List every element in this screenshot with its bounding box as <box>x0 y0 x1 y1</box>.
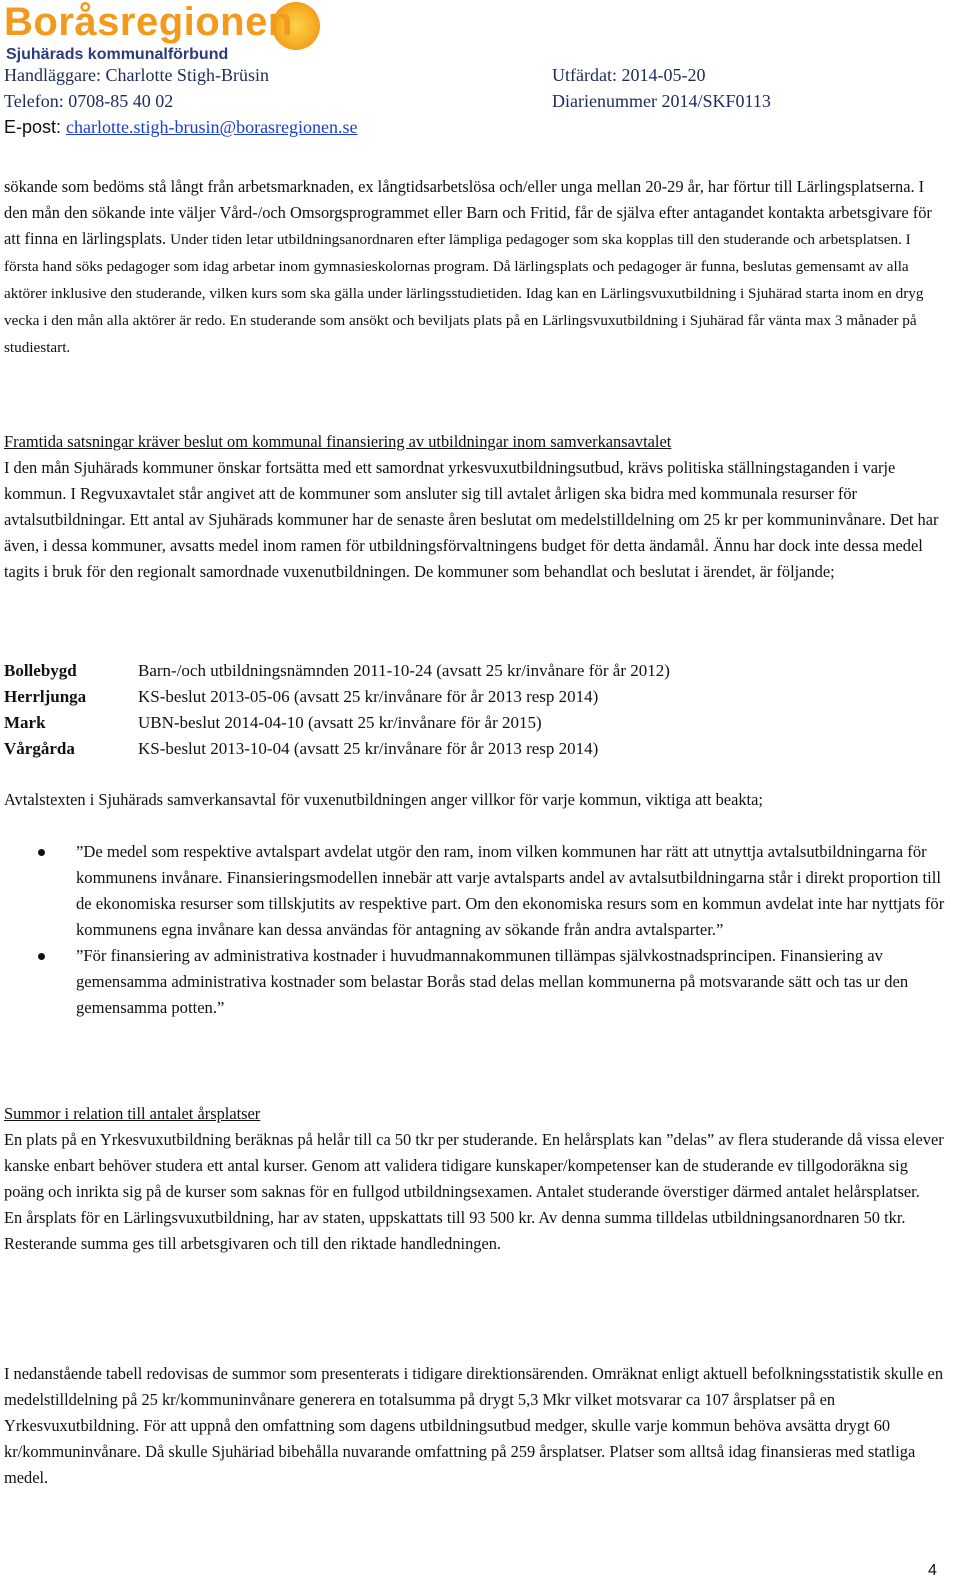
municipality-row <box>4 710 670 736</box>
boras-regionen-logo <box>4 2 344 64</box>
epost-line <box>4 114 358 140</box>
paragraph-lärlingsplatser <box>4 174 946 361</box>
bullet-icon <box>38 849 45 856</box>
municipality-name: Bollebygd <box>4 661 77 680</box>
municipality-name: Vårgårda <box>4 739 75 758</box>
section-framtida-satsningar <box>4 429 946 585</box>
telefon-line: Telefon: 0708-85 40 02 <box>4 91 174 111</box>
paragraph-avtalstexten: Avtalstexten i Sjuhärads samverkansavtal för vuxenutbildningen anger villkor för varje kommun, viktiga att beakta; <box>4 790 763 809</box>
paragraph-tabell: I nedanstående tabell redovisas de summor som presenterats i tidigare direktionsärenden. Omräknat enligt aktuell befolkningsstatistik skulle en medelstilldelning på 25 kr/kommuninvånare generera en totalsumma på drygt 5,3 Mkr vilket motsvarar ca 107 årsplatser på en Yrkesvuxutbildning. För att uppnå den omfattning som dagens utbildningsutbud medger, skulle varje kommun behöva avsätta drygt 60 kr/kommuninvånare. Då skulle Sjuhäriad bibehålla nuvarande omfattning på 259 årsplatser. Platser som alltså idag finansieras med statliga medel. <box>4 1364 944 1487</box>
bullet-text: ”För finansiering av administrativa kostnader i huvudmannakommunen tillämpas självkostnadsprincipen. Finansiering av gemensamma administrativa kostnader som belastar Borås stad delas mellan kommunerna på motsvarande sätt och tas ur den gemensamma potten.” <box>76 946 909 1017</box>
epost-label: E-post: <box>4 117 67 137</box>
page-number: 4 <box>928 1562 937 1579</box>
bullet-icon <box>38 953 45 960</box>
bullet-item <box>4 839 946 943</box>
bullet-list <box>4 839 946 1021</box>
municipality-row <box>4 658 670 684</box>
municipality-name: Mark <box>4 713 46 732</box>
handlaggare-line: Handläggare: Charlotte Stigh-Brüsin <box>4 65 269 85</box>
municipality-row <box>4 684 670 710</box>
section-heading: Summor i relation till antalet årsplatser <box>4 1104 261 1123</box>
utfardat-date: Utfärdat: 2014-05-20 <box>552 65 706 85</box>
section-summor <box>4 1101 946 1257</box>
bullet-item <box>4 943 946 1021</box>
paragraph-text: Under tiden letar utbildningsanordnaren efter lämpliga pedagoger som ska kopplas till den studerande och arbetsplatsen. I första hand söks pedagoger som idag arbetar inom gymnasieskolornas program. <box>4 231 911 275</box>
municipality-list <box>4 658 670 762</box>
paragraph-text: sökande som bedöms stå långt från arbetsmarknaden, ex långtidsarbetslösa och/eller unga mellan 20-29 år, har förtur till Lärlingsplatserna. I den mån den sökande inte väljer Vård-/och Omsorgsprogrammet eller Barn och Fritid, får de själva efter antagandet kontakta arbetsgivare för att finna en lärlingsplats. <box>4 177 932 248</box>
paragraph-text: En årsplats för en Lärlingsvuxutbildning, har av staten, uppskattats till 93 500 kr. Av denna summa tilldelas utbildningsanordnaren 50 tkr. Resterande summa ges till arbetsgivaren och till den riktade handledningen. <box>4 1208 906 1253</box>
logo-subtitle: Sjuhärads kommunalförbund <box>6 46 229 63</box>
paragraph-text: Då lärlingsplats och pedagoger är funna, beslutas gemensamt av alla aktörer inklusive den studerande, vilken kurs som ska gälla under lärlingsstudietiden. Idag kan en Lärlingsvuxutbildning i Sjuhärad starta inom en dryg vecka i den mån alla aktörer är redo. En studerande som ansökt och beviljats plats på en Lärlingsvuxutbildning i Sjuhärad får vänta max 3 månader på studiestart. <box>4 258 924 356</box>
municipality-decision: KS-beslut 2013-05-06 (avsatt 25 kr/invånare för år 2013 resp 2014) <box>138 687 599 706</box>
municipality-decision: Barn-/och utbildningsnämnden 2011-10-24 (avsatt 25 kr/invånare för år 2012) <box>138 661 670 680</box>
section-heading: Framtida satsningar kräver beslut om kommunal finansiering av utbildningar inom samverkansavtalet <box>4 432 672 451</box>
email-link[interactable]: charlotte.stigh-brusin@borasregionen.se <box>66 117 358 137</box>
municipality-decision: KS-beslut 2013-10-04 (avsatt 25 kr/invånare för år 2013 resp 2014) <box>138 739 599 758</box>
municipality-decision: UBN-beslut 2014-04-10 (avsatt 25 kr/invånare för år 2015) <box>138 713 542 732</box>
municipality-row <box>4 736 670 762</box>
paragraph-text: En plats på en Yrkesvuxutbildning beräknas på helår till ca 50 tkr per studerande. En helårsplats kan ”delas” av flera studerande då vissa elever kanske enbart behöver studera ett antal kurser. Genom att validera tidigare kunskaper/kompetenser kan de studerande ev tillgodoräkna sig poäng och inrikta sig på de kurser som saknas för en fullgod utbildningsexamen. Antalet studerande överstiger därmed antalet helårsplatser. <box>4 1130 944 1201</box>
header-document-info <box>552 62 771 114</box>
header-contact <box>4 62 358 140</box>
diarienummer: Diarienummer 2014/SKF0113 <box>552 91 771 111</box>
bullet-text: ”De medel som respektive avtalspart avdelat utgör den ram, inom vilken kommunen har rätt att utnyttja avtalsutbildningarna för kommunens invånare. Finansieringsmodellen innebär att varje avtalsparts andel av avtalsutbildningarna står i direkt proportion till de ekonomiska resurser som tillskjutits av respektive part. Om den ekonomiska resurs som en kommun avdelat inte har nyttjats för kommunens egna invånare kan dessa användas för antagning av sökande från andra avtalsparter.” <box>76 842 945 939</box>
municipality-name: Herrljunga <box>4 687 87 706</box>
paragraph-text: I den mån Sjuhärads kommuner önskar fortsätta med ett samordnat yrkesvuxutbildningsutbud, krävs politiska ställningstaganden i varje kommun. I Regvuxavtalet står angivet att de kommuner som ansluter sig till avtalet årligen ska bidra med kommunala resurser för avtalsutbildningar. Ett antal av Sjuhärads kommuner har de senaste åren beslutat om medelstilldelning om 25 kr per kommuninvånare. Det har även, i dessa kommuner, avsatts medel inom ramen för utbildningsförvaltningens budget för detta ändamål. Ännu har dock inte dessa medel tagits i bruk för den regionalt samordnade vuxenutbildningen. De kommuner som behandlat och beslutat i ärendet, är följande; <box>4 458 939 581</box>
logo-title: Boråsregionen <box>4 0 293 44</box>
